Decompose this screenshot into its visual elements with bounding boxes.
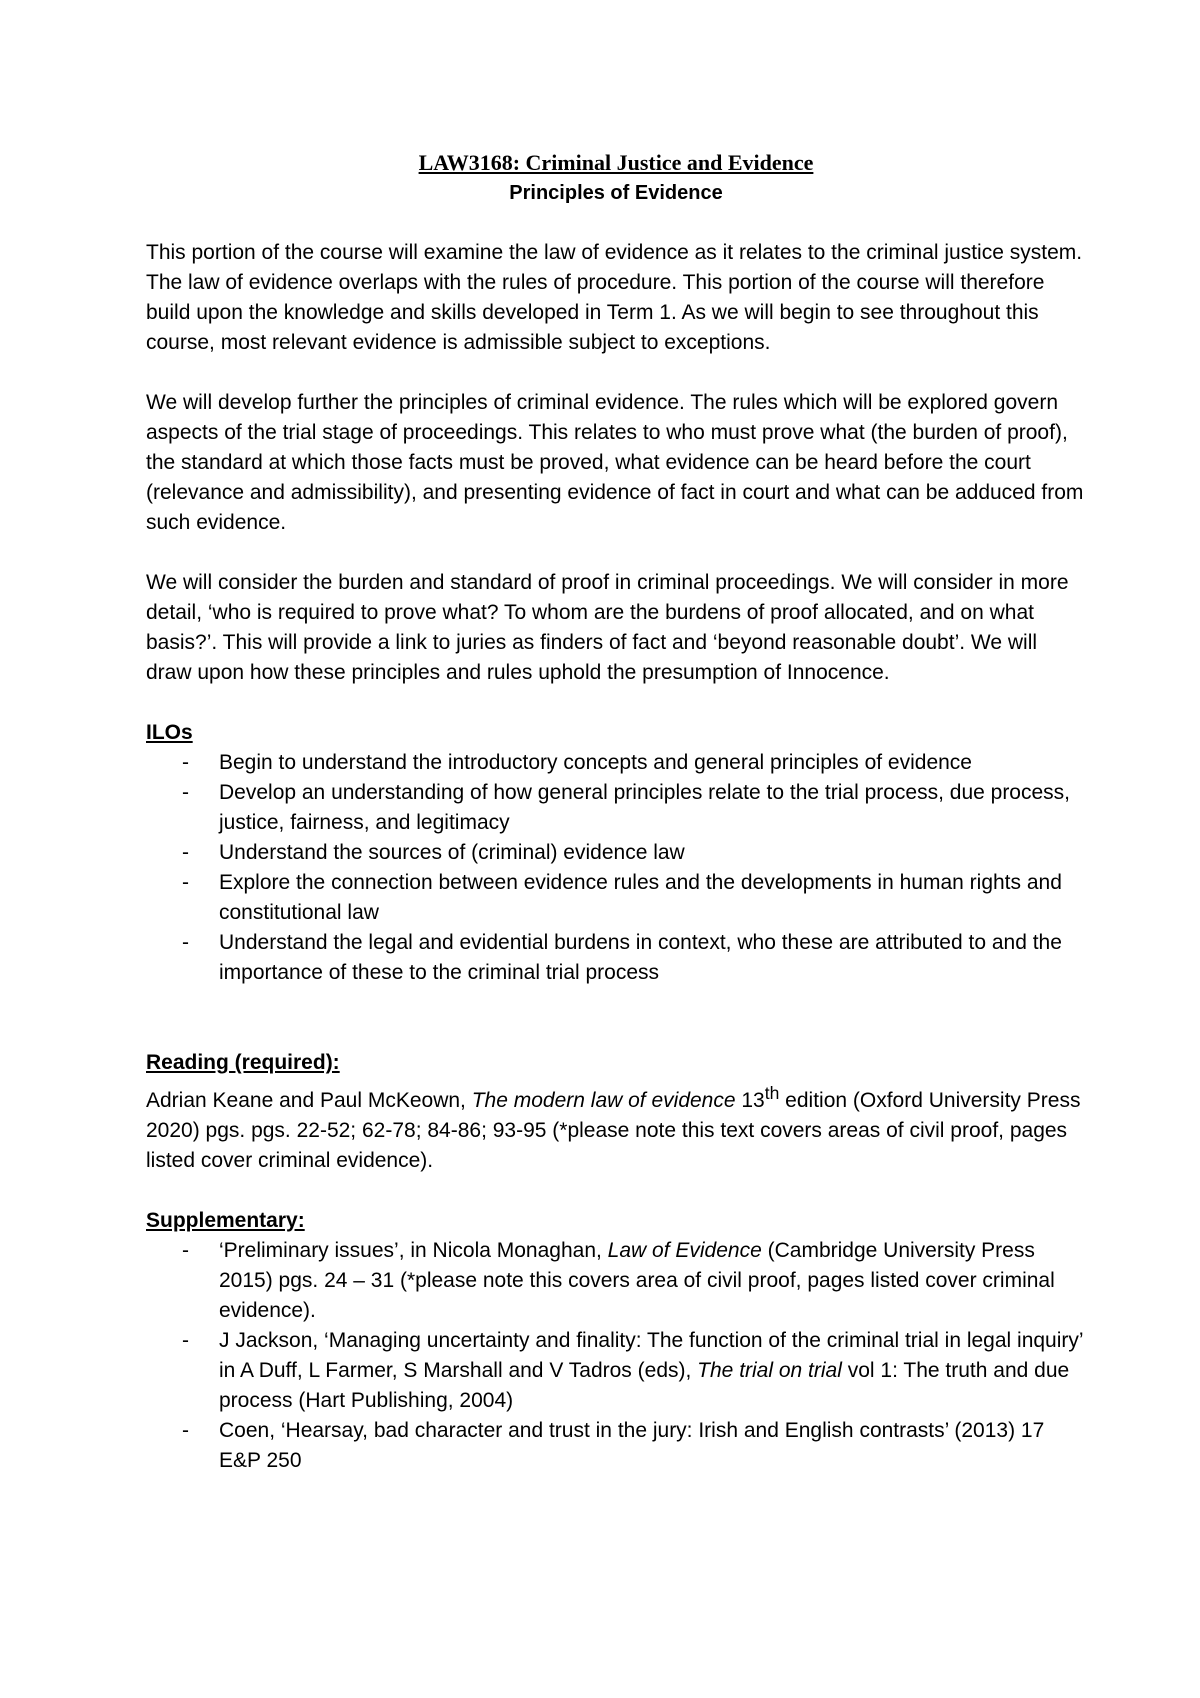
- course-title: LAW3168: Criminal Justice and Evidence: [418, 150, 814, 175]
- supplementary-list: [146, 1236, 1086, 1476]
- supplementary-item-2-post: vol 1: The truth and due process (Hart Publishing, 2004): [219, 1359, 1070, 1412]
- supplementary-item-3: - Coen, ‘Hearsay, bad character and trust in the jury: Irish and English contrasts’ (2013) 17 E&P 250: [146, 1416, 1086, 1476]
- reading-heading: Reading (required):: [146, 1051, 340, 1074]
- document-content: [146, 148, 1086, 1476]
- reading-edition-suffix: th: [764, 1083, 780, 1103]
- ilos-list: [146, 748, 1086, 988]
- supplementary-heading: Supplementary:: [146, 1209, 305, 1232]
- ilo-item: - Understand the sources of (criminal) evidence law: [146, 838, 1086, 868]
- reading-edition-number: 13: [735, 1089, 765, 1112]
- intro-paragraph-2: We will develop further the principles of criminal evidence. The rules which will be explored govern aspects of the trial stage of proceedings. This relates to who must prove what (the burden of proof), the standard at which those facts must be proved, what evidence can be heard before the court (relevance and admissibility), and presenting evidence of fact in court and what can be adduced from such evidence.: [146, 391, 1084, 534]
- title-block: [146, 148, 1086, 208]
- ilos-heading: ILOs: [146, 721, 193, 744]
- intro-paragraph-3: We will consider the burden and standard of proof in criminal proceedings. We will consider in more detail, ‘who is required to prove what? To whom are the burdens of proof allocated, and on what basis?’. This will provide a link to juries as finders of fact and ‘beyond reasonable doubt’. We will draw upon how these principles and rules uphold the presumption of Innocence.: [146, 571, 1069, 684]
- required-reading-citation: [146, 1078, 1086, 1176]
- reading-authors: Adrian Keane and Paul McKeown,: [146, 1089, 472, 1112]
- ilo-item: - Explore the connection between evidence rules and the developments in human rights and constitutional law: [146, 868, 1086, 928]
- supplementary-item-1: [146, 1236, 1086, 1326]
- supplementary-item-2-title: The trial on trial: [697, 1359, 842, 1382]
- supplementary-item-2-pre: J Jackson, ‘Managing uncertainty and finality: The function of the criminal trial in legal inquiry’ in A Duff, L Farmer, S Marshall and V Tadros (eds),: [219, 1329, 1083, 1382]
- supplementary-item-2: [146, 1326, 1086, 1416]
- reading-citation-rest: edition (Oxford University Press 2020) pgs. pgs. 22-52; 62-78; 84-86; 93-95 (*please note this text covers areas of civil proof, pages listed cover criminal evidence).: [146, 1089, 1081, 1172]
- ilo-item: - Understand the legal and evidential burdens in context, who these are attributed to and the importance of these to the criminal trial process: [146, 928, 1086, 988]
- supplementary-item-1-pre: ‘Preliminary issues’, in Nicola Monaghan,: [219, 1239, 608, 1262]
- supplementary-item-1-title: Law of Evidence: [607, 1239, 762, 1262]
- reading-book-title: The modern law of evidence: [471, 1089, 736, 1112]
- ilo-item: - Begin to understand the introductory concepts and general principles of evidence: [146, 748, 1086, 778]
- ilo-item: - Develop an understanding of how general principles relate to the trial process, due process, justice, fairness, and legitimacy: [146, 778, 1086, 838]
- page-subtitle: Principles of Evidence: [509, 182, 723, 204]
- supplementary-item-1-post: (Cambridge University Press 2015) pgs. 24 – 31 (*please note this covers area of civil proof, pages listed cover criminal evidence).: [219, 1239, 1055, 1322]
- intro-paragraph-1: This portion of the course will examine the law of evidence as it relates to the criminal justice system. The law of evidence overlaps with the rules of procedure. This portion of the course will therefore build upon the knowledge and skills developed in Term 1. As we will begin to see throughout this course, most relevant evidence is admissible subject to exceptions.: [146, 241, 1083, 354]
